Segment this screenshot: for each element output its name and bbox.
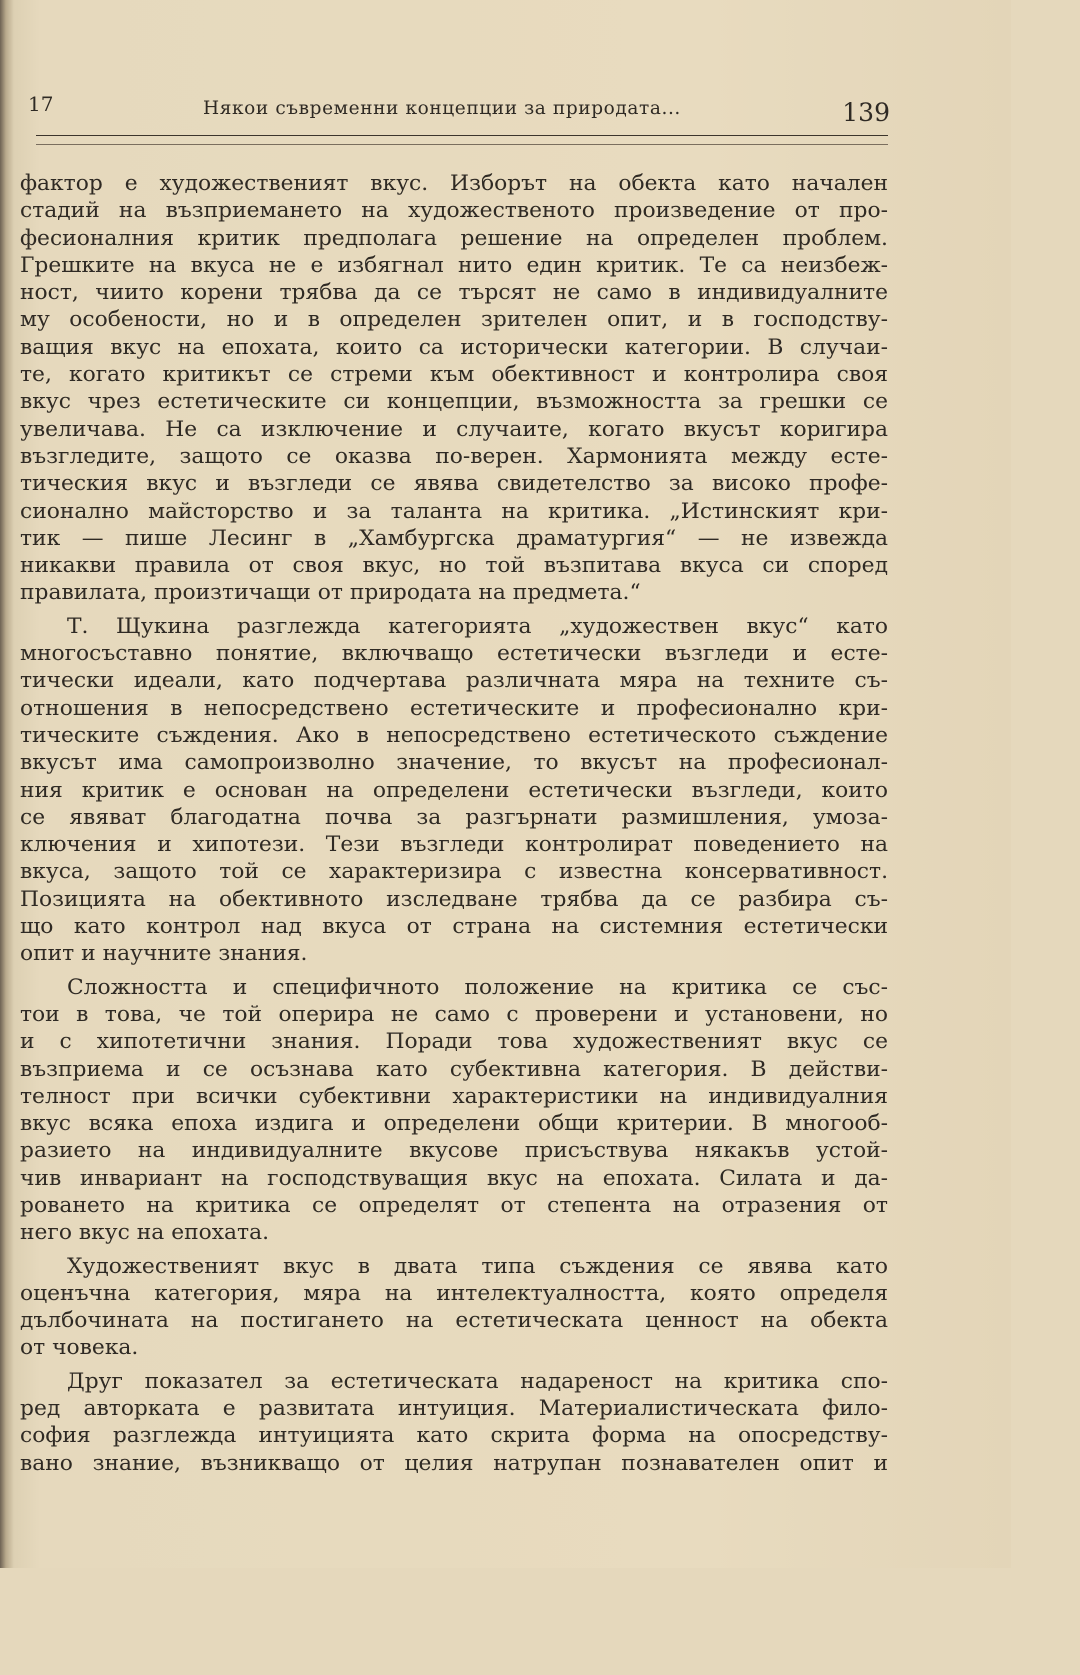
body-text bbox=[20, 170, 888, 1483]
text-line: него вкус на епохата. bbox=[20, 1220, 270, 1246]
text-line: вкус всяка епоха издига и определени общи критерии. В многооб- bbox=[20, 1111, 888, 1137]
text-line: фактор е художественият вкус. Изборът на обекта като начален bbox=[20, 171, 888, 196]
text-line: телност при всички субективни характеристики на индивидуалния bbox=[20, 1083, 888, 1109]
header-rule-secondary bbox=[36, 144, 888, 145]
paragraph bbox=[20, 170, 888, 607]
text-line: опит и научните знания. bbox=[20, 941, 308, 967]
text-line: се явяват благодатна почва за разгърнати размишления, умоза- bbox=[20, 804, 888, 830]
text-line: стадий на възприемането на художественото произведение от про- bbox=[20, 198, 888, 224]
paragraph bbox=[20, 613, 888, 968]
text-line: ност, чиито корени трябва да се търсят не само в индивидуалните bbox=[20, 280, 888, 306]
text-line: многосъставно понятие, включващо естетически възгледи и есте- bbox=[20, 641, 888, 667]
text-line: възприема и се осъзнава като субективна категория. В действи- bbox=[20, 1056, 888, 1082]
text-line: сионално майсторство и за таланта на критика. „Истинският кри- bbox=[20, 498, 888, 524]
text-line: Сложността и специфичното положение на критика се със- bbox=[67, 974, 888, 1000]
text-line: възгледите, защото се оказва по-верен. Хармонията между есте- bbox=[20, 443, 888, 469]
text-line: тически идеали, като подчертава различната мяра на техните съ- bbox=[20, 668, 888, 694]
text-line: увеличава. Не са изключение и случаите, когато вкусът коригира bbox=[20, 416, 888, 442]
paragraph bbox=[20, 974, 888, 1247]
page-header bbox=[28, 92, 890, 132]
text-line: Т. Щукина разглежда категорията „художествен вкус“ като bbox=[67, 613, 888, 639]
text-line: ващия вкус на епохата, които са исторически категории. В случаи- bbox=[20, 334, 888, 360]
text-line: ред авторката е развитата интуиция. Материалистическата фило- bbox=[20, 1396, 888, 1422]
running-title: Някои съвременни концепции за природата... bbox=[203, 98, 681, 119]
text-line: фесионалния критик предполага решение на определен проблем. bbox=[20, 225, 888, 251]
header-rule bbox=[36, 135, 888, 136]
text-line: софия разглежда интуицията като скрита форма на опосредству- bbox=[20, 1423, 888, 1449]
text-line: правилата, произтичащи от природата на предмета.“ bbox=[20, 580, 641, 606]
text-line: роването на критика се определят от степента на отразения от bbox=[20, 1192, 888, 1218]
text-line: вкусът има самопроизволно значение, то вкусът на професионал- bbox=[20, 750, 888, 776]
paragraph bbox=[20, 1253, 888, 1362]
text-line: тическите съждения. Ако в непосредствено естетическото съждение bbox=[20, 722, 888, 748]
text-line: те, когато критикът се стреми към обективност и контролира своя bbox=[20, 362, 888, 388]
text-line: дълбочината на постигането на естетическата ценност на обекта bbox=[20, 1308, 888, 1334]
page-number: 139 bbox=[842, 98, 890, 127]
text-line: му особености, но и в определен зрителен опит, и в господству- bbox=[20, 307, 888, 333]
text-line: и с хипотетични знания. Поради това художественият вкус се bbox=[20, 1029, 888, 1055]
text-line: никакви правила от своя вкус, но той възпитава вкуса си според bbox=[20, 553, 888, 579]
text-line: вано знание, възникващо от целия натрупан познавателен опит и bbox=[20, 1450, 888, 1476]
text-line: що като контрол над вкуса от страна на системния естетически bbox=[20, 914, 888, 940]
text-line: от човека. bbox=[20, 1335, 139, 1361]
text-line: тик — пише Лесинг в „Хамбургска драматургия“ — не извежда bbox=[20, 525, 888, 551]
text-line: ключения и хипотези. Тези възгледи контролират поведението на bbox=[20, 832, 888, 858]
text-line: разието на индивидуалните вкусове присъствува някакъв устой- bbox=[20, 1138, 888, 1164]
text-line: Позицията на обективното изследване трябва да се разбира съ- bbox=[20, 886, 888, 912]
paragraph bbox=[20, 1368, 888, 1477]
text-line: вкус чрез естетическите си концепции, възможността за грешки се bbox=[20, 389, 888, 415]
signature-mark: 17 bbox=[28, 92, 54, 116]
text-line: тическия вкус и възгледи се явява свидетелство за високо профе- bbox=[20, 471, 888, 497]
text-line: оценъчна категория, мяра на интелектуалността, която определя bbox=[20, 1280, 888, 1306]
text-line: Друг показател за естетическата надареност на критика спо- bbox=[67, 1368, 888, 1394]
text-line: вкуса, защото той се характеризира с известна консервативност. bbox=[20, 859, 888, 885]
text-line: отношения в непосредствено естетическите и професионално кри- bbox=[20, 695, 888, 721]
text-line: Грешките на вкуса не е избягнал нито един критик. Те са неизбеж- bbox=[20, 252, 888, 278]
text-line: ния критик е основан на определени естетически възгледи, които bbox=[20, 777, 888, 803]
text-line: чив инвариант на господствуващия вкус на епохата. Силата и да- bbox=[20, 1165, 888, 1191]
text-line: тои в това, че той оперира не само с проверени и установени, но bbox=[20, 1001, 888, 1027]
text-line: Художественият вкус в двата типа съждения се явява като bbox=[67, 1253, 888, 1279]
